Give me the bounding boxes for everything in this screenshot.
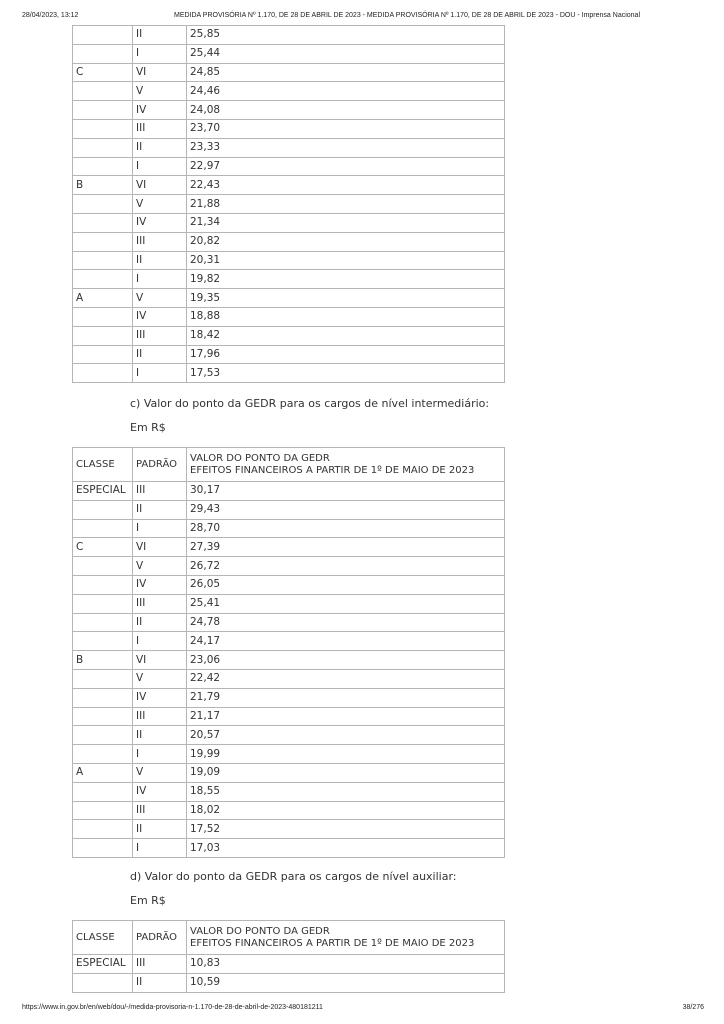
cell-valor: 24,78	[187, 613, 505, 632]
cell-padrao: IV	[133, 575, 187, 594]
table-row	[73, 763, 505, 782]
cell-valor: 25,41	[187, 594, 505, 613]
table-header-row	[73, 448, 505, 482]
cell-classe	[73, 251, 133, 270]
cell-classe	[73, 345, 133, 364]
table-row	[73, 651, 505, 670]
table3-body	[73, 921, 505, 993]
header-datetime: 28/04/2023, 13:12	[22, 12, 79, 19]
header-valor-line2: EFEITOS FINANCEIROS A PARTIR DE 1º DE MAIO DE 2023	[190, 464, 475, 476]
table-row	[73, 519, 505, 538]
table-row	[73, 176, 505, 195]
cell-valor: 29,43	[187, 500, 505, 519]
cell-valor: 27,39	[187, 538, 505, 557]
cell-valor: 18,42	[187, 326, 505, 345]
cell-valor: 20,57	[187, 726, 505, 745]
table-row	[73, 26, 505, 45]
cell-padrao: VI	[133, 176, 187, 195]
table-row	[73, 820, 505, 839]
cell-classe: ESPECIAL	[73, 955, 133, 974]
cell-padrao: I	[133, 839, 187, 858]
cell-classe: B	[73, 651, 133, 670]
table-row	[73, 195, 505, 214]
header-valor	[187, 921, 505, 955]
cell-padrao: VI	[133, 538, 187, 557]
cell-valor: 17,53	[187, 364, 505, 383]
cell-classe	[73, 745, 133, 764]
table-row	[73, 632, 505, 651]
cell-padrao: III	[133, 801, 187, 820]
cell-classe	[73, 726, 133, 745]
table-row	[73, 973, 505, 992]
cell-padrao: II	[133, 973, 187, 992]
cell-valor: 26,05	[187, 575, 505, 594]
table-points-intermediario	[72, 447, 505, 858]
table-header-row	[73, 921, 505, 955]
section-c-unit: Em R$	[130, 421, 166, 434]
table-row	[73, 726, 505, 745]
cell-padrao: IV	[133, 307, 187, 326]
table-row	[73, 138, 505, 157]
cell-padrao: II	[133, 500, 187, 519]
cell-classe: C	[73, 538, 133, 557]
header-classe: CLASSE	[73, 448, 133, 482]
table-row	[73, 82, 505, 101]
cell-valor: 21,34	[187, 213, 505, 232]
cell-padrao: III	[133, 232, 187, 251]
table2-body	[73, 448, 505, 858]
cell-padrao: IV	[133, 213, 187, 232]
table-row	[73, 157, 505, 176]
cell-padrao: II	[133, 138, 187, 157]
cell-padrao: I	[133, 745, 187, 764]
cell-padrao: III	[133, 707, 187, 726]
cell-classe	[73, 232, 133, 251]
cell-classe	[73, 500, 133, 519]
table-points-superior-continued	[72, 25, 505, 383]
cell-padrao: V	[133, 289, 187, 308]
cell-classe: B	[73, 176, 133, 195]
cell-padrao: II	[133, 251, 187, 270]
table-row	[73, 557, 505, 576]
cell-classe	[73, 157, 133, 176]
cell-padrao: II	[133, 613, 187, 632]
cell-classe	[73, 707, 133, 726]
cell-valor: 18,02	[187, 801, 505, 820]
table-row	[73, 482, 505, 501]
cell-padrao: IV	[133, 782, 187, 801]
cell-classe	[73, 973, 133, 992]
cell-classe: C	[73, 63, 133, 82]
table-row	[73, 364, 505, 383]
cell-classe	[73, 613, 133, 632]
cell-padrao: II	[133, 820, 187, 839]
cell-classe	[73, 138, 133, 157]
cell-padrao: III	[133, 594, 187, 613]
cell-classe: A	[73, 763, 133, 782]
cell-valor: 18,88	[187, 307, 505, 326]
cell-padrao: V	[133, 669, 187, 688]
cell-classe: A	[73, 289, 133, 308]
footer-url: https://www.in.gov.br/en/web/dou/-/medida-provisoria-n-1.170-de-28-de-abril-de-2023-480181211	[22, 1004, 323, 1011]
cell-valor: 23,06	[187, 651, 505, 670]
cell-classe	[73, 839, 133, 858]
cell-valor: 21,88	[187, 195, 505, 214]
cell-valor: 18,55	[187, 782, 505, 801]
table-row	[73, 307, 505, 326]
cell-padrao: I	[133, 270, 187, 289]
table-row	[73, 500, 505, 519]
cell-classe	[73, 801, 133, 820]
table-row	[73, 251, 505, 270]
header-classe: CLASSE	[73, 921, 133, 955]
cell-valor: 26,72	[187, 557, 505, 576]
cell-valor: 21,79	[187, 688, 505, 707]
cell-valor: 22,42	[187, 669, 505, 688]
cell-classe	[73, 632, 133, 651]
table-row	[73, 270, 505, 289]
cell-classe: ESPECIAL	[73, 482, 133, 501]
cell-classe	[73, 195, 133, 214]
cell-padrao: II	[133, 726, 187, 745]
table-row	[73, 839, 505, 858]
cell-padrao: I	[133, 44, 187, 63]
cell-padrao: II	[133, 345, 187, 364]
header-valor	[187, 448, 505, 482]
cell-padrao: V	[133, 557, 187, 576]
table-row	[73, 613, 505, 632]
table-row	[73, 782, 505, 801]
cell-valor: 24,46	[187, 82, 505, 101]
header-valor-line1: VALOR DO PONTO DA GEDR	[190, 452, 330, 464]
cell-padrao: I	[133, 519, 187, 538]
cell-padrao: V	[133, 763, 187, 782]
cell-valor: 21,17	[187, 707, 505, 726]
cell-padrao: III	[133, 326, 187, 345]
header-padrao: PADRÃO	[133, 921, 187, 955]
cell-valor: 25,85	[187, 26, 505, 45]
cell-valor: 24,17	[187, 632, 505, 651]
cell-valor: 19,09	[187, 763, 505, 782]
cell-valor: 28,70	[187, 519, 505, 538]
header-padrao: PADRÃO	[133, 448, 187, 482]
cell-valor: 10,83	[187, 955, 505, 974]
cell-valor: 22,43	[187, 176, 505, 195]
table-points-auxiliar	[72, 920, 505, 993]
table-row	[73, 745, 505, 764]
cell-padrao: IV	[133, 688, 187, 707]
cell-classe	[73, 557, 133, 576]
table-row	[73, 289, 505, 308]
cell-padrao: III	[133, 955, 187, 974]
cell-padrao: III	[133, 482, 187, 501]
table-row	[73, 119, 505, 138]
table-row	[73, 955, 505, 974]
cell-valor: 17,96	[187, 345, 505, 364]
cell-padrao: II	[133, 26, 187, 45]
cell-padrao: V	[133, 82, 187, 101]
cell-classe	[73, 270, 133, 289]
cell-valor: 17,03	[187, 839, 505, 858]
table-row	[73, 688, 505, 707]
cell-padrao: III	[133, 119, 187, 138]
cell-classe	[73, 782, 133, 801]
table-row	[73, 44, 505, 63]
table-row	[73, 669, 505, 688]
cell-classe	[73, 82, 133, 101]
cell-valor: 22,97	[187, 157, 505, 176]
cell-valor: 30,17	[187, 482, 505, 501]
cell-classe	[73, 119, 133, 138]
cell-padrao: V	[133, 195, 187, 214]
table-row	[73, 345, 505, 364]
table-row	[73, 232, 505, 251]
cell-padrao: I	[133, 364, 187, 383]
cell-classe	[73, 519, 133, 538]
section-c-title: c) Valor do ponto da GEDR para os cargos de nível intermediário:	[130, 397, 490, 410]
cell-classe	[73, 307, 133, 326]
cell-classe	[73, 101, 133, 120]
section-d-unit: Em R$	[130, 894, 166, 907]
table1-body	[73, 26, 505, 383]
cell-classe	[73, 213, 133, 232]
cell-classe	[73, 669, 133, 688]
header-valor-line1: VALOR DO PONTO DA GEDR	[190, 925, 330, 937]
cell-classe	[73, 688, 133, 707]
section-d-title: d) Valor do ponto da GEDR para os cargos de nível auxiliar:	[130, 870, 457, 883]
table-row	[73, 594, 505, 613]
cell-classe	[73, 26, 133, 45]
footer-page-number: 38/276	[682, 1004, 704, 1011]
cell-valor: 23,33	[187, 138, 505, 157]
cell-valor: 24,08	[187, 101, 505, 120]
table-row	[73, 575, 505, 594]
cell-valor: 25,44	[187, 44, 505, 63]
table-row	[73, 213, 505, 232]
cell-classe	[73, 326, 133, 345]
cell-classe	[73, 44, 133, 63]
cell-padrao: VI	[133, 651, 187, 670]
cell-valor: 20,82	[187, 232, 505, 251]
table-row	[73, 63, 505, 82]
table-row	[73, 707, 505, 726]
table-row	[73, 538, 505, 557]
cell-valor: 23,70	[187, 119, 505, 138]
cell-padrao: I	[133, 157, 187, 176]
cell-padrao: IV	[133, 101, 187, 120]
cell-valor: 19,99	[187, 745, 505, 764]
cell-classe	[73, 820, 133, 839]
header-title: MEDIDA PROVISÓRIA Nº 1.170, DE 28 DE ABRIL DE 2023 - MEDIDA PROVISÓRIA Nº 1.170, DE 28 DE ABRIL DE 2023 - DOU - Imprensa Nacional	[174, 12, 640, 19]
cell-classe	[73, 364, 133, 383]
cell-valor: 24,85	[187, 63, 505, 82]
cell-valor: 10,59	[187, 973, 505, 992]
cell-classe	[73, 575, 133, 594]
cell-valor: 17,52	[187, 820, 505, 839]
cell-classe	[73, 594, 133, 613]
cell-padrao: VI	[133, 63, 187, 82]
table-row	[73, 801, 505, 820]
cell-valor: 20,31	[187, 251, 505, 270]
table-row	[73, 101, 505, 120]
header-valor-line2: EFEITOS FINANCEIROS A PARTIR DE 1º DE MAIO DE 2023	[190, 937, 475, 949]
table-row	[73, 326, 505, 345]
cell-valor: 19,82	[187, 270, 505, 289]
cell-padrao: I	[133, 632, 187, 651]
cell-valor: 19,35	[187, 289, 505, 308]
